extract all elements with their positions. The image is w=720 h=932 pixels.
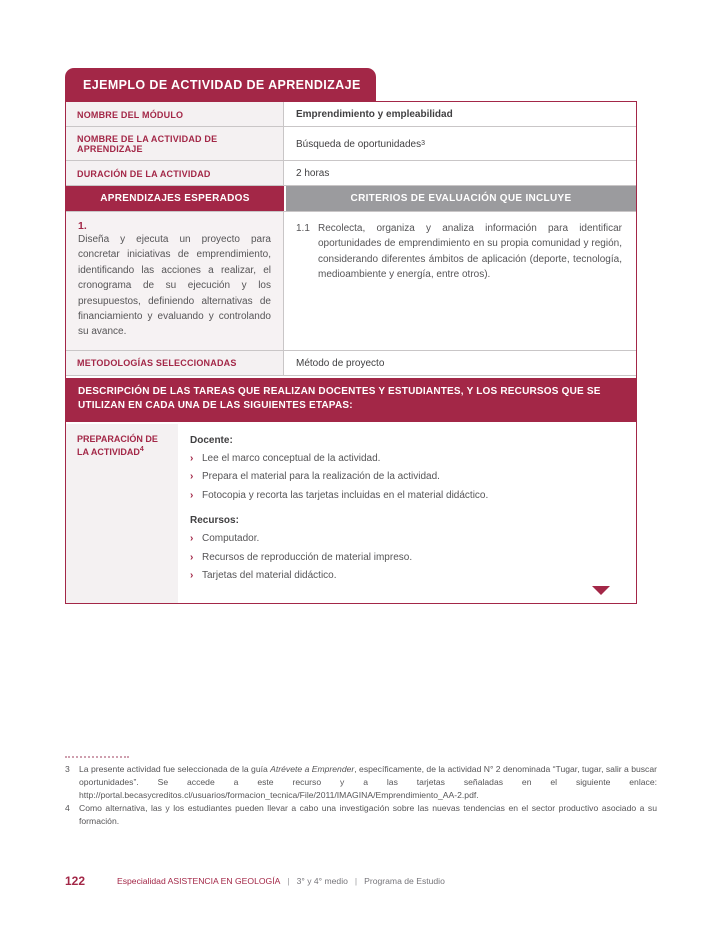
- footnote-number: 3: [65, 764, 70, 774]
- activity-example-banner: [65, 68, 376, 101]
- bullet-icon: ›: [190, 489, 194, 501]
- tasks-description-banner: DESCRIPCIÓN DE LAS TAREAS QUE REALIZAN DOCENTES Y ESTUDIANTES, Y LOS RECURSOS QUE SE UTILIZAN EN CADA UNA DE LAS SIGUIENTES ETAPAS:: [66, 376, 636, 424]
- teacher-task-text: Prepara el material para la realización de la actividad.: [202, 471, 440, 483]
- module-name-label: NOMBRE DEL MÓDULO: [66, 102, 284, 126]
- bullet-icon: ›: [190, 551, 194, 563]
- teacher-task-text: Fotocopia y recorta las tarjetas incluidas en el material didáctico.: [202, 489, 489, 501]
- footnotes-section: [65, 756, 657, 828]
- expected-learnings-header: APRENDIZAJES ESPERADOS: [66, 186, 284, 211]
- footer-program: Programa de Estudio: [364, 876, 445, 886]
- criterion-number: 1.1: [296, 223, 310, 234]
- footer-separator: |: [287, 876, 290, 886]
- teacher-task-text: Lee el marco conceptual de la actividad.: [202, 452, 381, 464]
- evaluation-criteria-cell: [284, 212, 636, 350]
- criterion-text: Recolecta, organiza y analiza información para identificar oportunidades de emprendimiento en su propia comunidad y región, considerando diferentes ámbitos de aplicación (deporte, tecnología, medioambiente y energía, entre otros).: [318, 223, 622, 281]
- criterion-item: [296, 221, 622, 283]
- list-item: [190, 567, 622, 586]
- activity-table: [65, 101, 637, 604]
- teacher-task-list: [190, 450, 622, 506]
- methodologies-value: Método de proyecto: [284, 351, 636, 375]
- activity-example-banner-label: EJEMPLO DE ACTIVIDAD DE APRENDIZAJE: [83, 77, 361, 92]
- list-item: [190, 468, 622, 487]
- learning-criteria-row: [66, 212, 636, 351]
- footer-specialty: Especialidad ASISTENCIA EN GEOLOGÍA: [117, 876, 281, 886]
- resource-text: Recursos de reproducción de material impreso.: [202, 551, 413, 563]
- footnote-3-guide-title: Atrévete a Emprender: [270, 764, 355, 774]
- page-footer: [65, 874, 657, 888]
- list-item: [190, 549, 622, 568]
- activity-name-text: Búsqueda de oportunidades: [296, 138, 422, 150]
- footer-separator: |: [354, 876, 358, 886]
- preparation-label-text: PREPARACIÓN DE LA ACTIVIDAD: [77, 433, 158, 457]
- preparation-label: [66, 424, 178, 603]
- footnote-3: [65, 763, 657, 802]
- page-number: 122: [65, 874, 86, 888]
- activity-name-row: [66, 127, 636, 161]
- teacher-heading: Docente:: [190, 434, 233, 446]
- list-item: [190, 487, 622, 506]
- expected-learning-number: 1.: [78, 220, 87, 232]
- activity-name-value: Búsqueda de oportunidades 3: [284, 127, 636, 160]
- list-item: [190, 530, 622, 549]
- footnote-text: [79, 763, 657, 802]
- list-item: [190, 450, 622, 469]
- module-name-row: [66, 102, 636, 127]
- resource-text: Tarjetas del material didáctico.: [202, 570, 337, 582]
- resources-list: [190, 530, 622, 586]
- resource-text: Computador.: [202, 533, 260, 545]
- footer-meta: [117, 876, 445, 886]
- activity-name-label: NOMBRE DE LA ACTIVIDAD DE APRENDIZAJE: [66, 127, 284, 160]
- module-name-value: Emprendimiento y empleabilidad: [284, 102, 636, 126]
- footnote-divider: [65, 756, 129, 758]
- footnote-number: 4: [65, 803, 70, 813]
- preparation-row: [66, 424, 636, 603]
- preparation-content: [178, 424, 636, 603]
- footnote-ref-4: 4: [139, 445, 144, 453]
- duration-label: DURACIÓN DE LA ACTIVIDAD: [66, 161, 284, 185]
- continuation-arrow-icon: [592, 586, 610, 595]
- footer-grade: 3° y 4° medio: [296, 876, 348, 886]
- footnote-4: [65, 802, 657, 828]
- bullet-icon: ›: [190, 452, 194, 464]
- methodologies-label: METODOLOGÍAS SELECCIONADAS: [66, 351, 284, 375]
- duration-row: [66, 161, 636, 186]
- footnote-text: Como alternativa, las y los estudiantes pueden llevar a cabo una investigación sobre las nuevas tendencias en el sector productivo asociado a su formación.: [79, 803, 657, 826]
- footnote-3-part1: La presente actividad fue seleccionada de la guía: [79, 764, 271, 774]
- footnote-3-part2: , específicamente, de la actividad N° 2 denominada “Tugar, tugar, salir a buscar oportunidades”. Se accede a este recurso y a las tarjetas señaladas en el siguiente enlace: http://portal.becasycreditos.cl/usuarios/formacion_tecnica/File/2011/IMAGINA/Emprendimiento_AA-2.pdf.: [79, 764, 657, 800]
- expected-learning-text: Diseña y ejecuta un proyecto para concretar iniciativas de emprendimiento, identificando las acciones a realizar, el cronograma de su ejecución y los presupuestos, definiendo alternativas de financiamiento y evaluando y controlando su avance.: [78, 234, 271, 338]
- columns-header-row: [66, 186, 636, 212]
- duration-value: 2 horas: [284, 161, 636, 185]
- resources-heading: Recursos:: [190, 515, 239, 527]
- methodologies-row: [66, 351, 636, 376]
- bullet-icon: ›: [190, 471, 194, 483]
- bullet-icon: ›: [190, 533, 194, 545]
- evaluation-criteria-header: CRITERIOS DE EVALUACIÓN QUE INCLUYE: [284, 186, 636, 211]
- bullet-icon: ›: [190, 570, 194, 582]
- expected-learning-cell: [66, 212, 284, 350]
